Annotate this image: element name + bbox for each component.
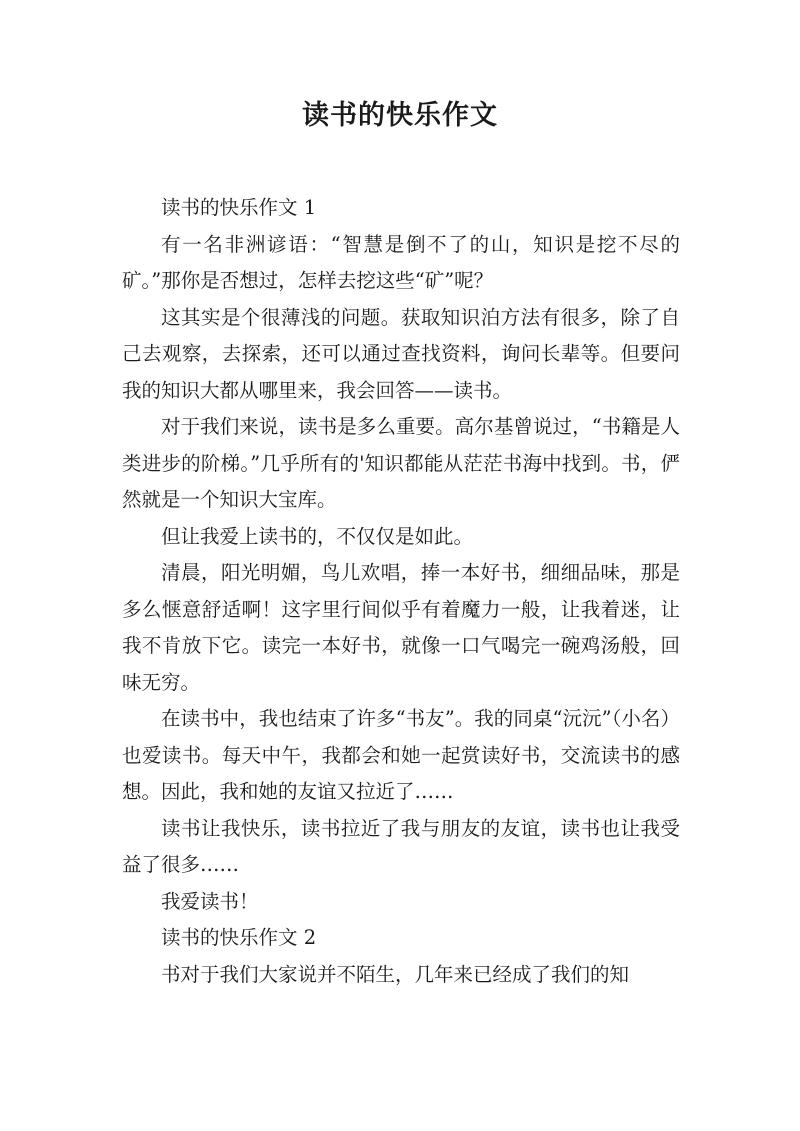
paragraph: 读书让我快乐，读书拉近了我与朋友的友谊，读书也让我受益了很多……	[122, 816, 680, 876]
document-body	[122, 190, 680, 993]
paragraph: 对于我们来说，读书是多么重要。高尔基曾说过，“书籍是人类进步的阶梯。”几乎所有的'知识都能从茫茫书海中找到。书，俨然就是一个知识大宝库。	[122, 415, 680, 511]
paragraph: 在读书中，我也结束了许多“书友”。我的同桌“沅沅”（小名）也爱读书。每天中午，我都会和她一起赏读好书，交流读书的感想。因此，我和她的友谊又拉近了……	[122, 707, 680, 803]
paragraph: 有一名非洲谚语：“智慧是倒不了的山，知识是挖不尽的矿。”那你是否想过，怎样去挖这些“矿”呢？	[122, 232, 680, 292]
paragraph: 书对于我们大家说并不陌生，几年来已经成了我们的知	[161, 962, 630, 986]
paragraph: 但让我爱上读书的，不仅仅是如此。	[161, 524, 474, 548]
section-heading-1: 读书的快乐作文 1	[161, 196, 317, 219]
paragraph: 清晨，阳光明媚，鸟儿欢唱，捧一本好书，细细品味，那是多么惬意舒适啊！这字里行间似乎有着魔力一般，让我着迷，让我不肯放下它。读完一本好书，就像一口气喝完一碗鸡汤般，回味无穷。	[122, 561, 680, 694]
paragraph: 这其实是个很薄浅的问题。获取知识泊方法有很多，除了自己去观察，去探索，还可以通过查找资料，询问长辈等。但要问我的知识大都从哪里来，我会回答——读书。	[122, 305, 680, 402]
section-heading-2: 读书的快乐作文 2	[161, 926, 317, 949]
document-title: 读书的快乐作文	[302, 100, 498, 131]
paragraph: 我爱读书！	[161, 889, 259, 913]
